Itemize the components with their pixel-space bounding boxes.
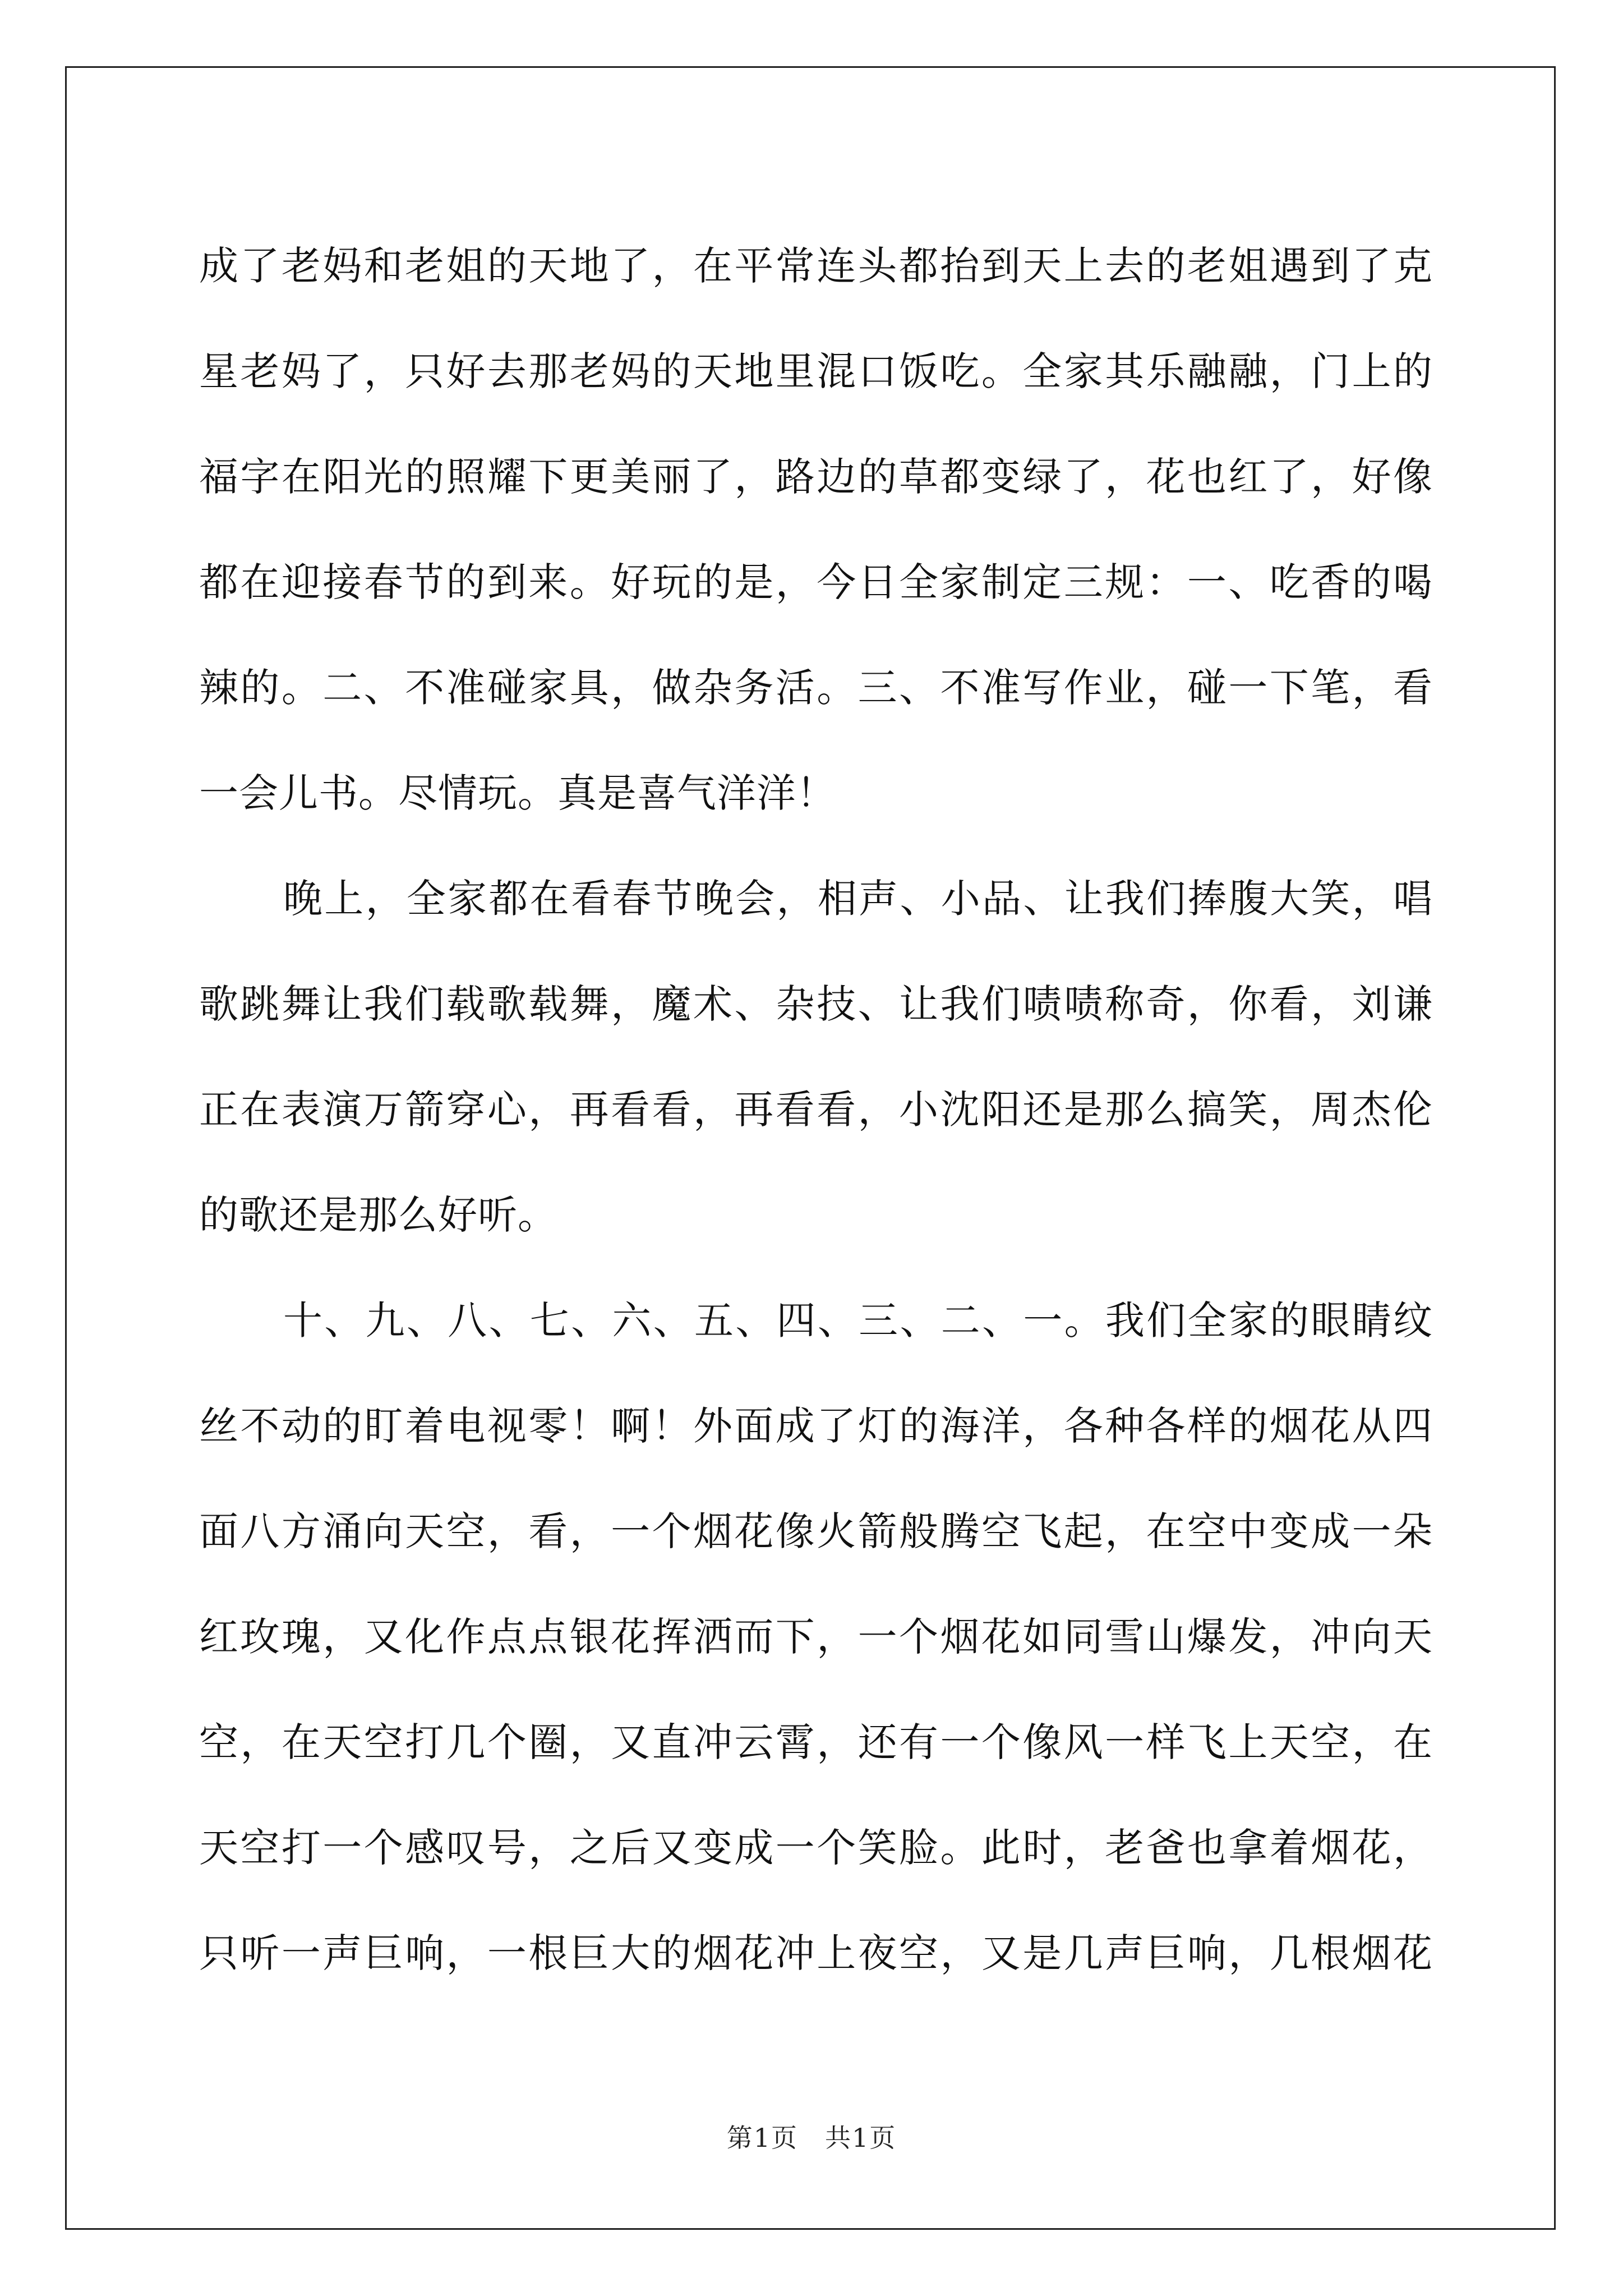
text-line: 只听一声巨响，一根巨大的烟花冲上夜空，又是几声巨响，几根烟花	[199, 1930, 1433, 1976]
text-line: 都在迎接春节的到来。好玩的是，今日全家制定三规：一、吃香的喝	[199, 559, 1433, 605]
text-line: 星老妈了，只好去那老妈的天地里混口饭吃。全家其乐融融，门上的	[199, 348, 1433, 394]
text-line: 福字在阳光的照耀下更美丽了，路边的草都变绿了，花也红了，好像	[199, 454, 1433, 500]
text-line: 成了老妈和老姐的天地了，在平常连头都抬到天上去的老姐遇到了克	[199, 243, 1433, 289]
text-line: 辣的。二、不准碰家具，做杂务活。三、不准写作业，碰一下笔，看	[199, 665, 1433, 711]
text-line: 十、九、八、七、六、五、四、三、二、一。我们全家的眼睛纹	[283, 1297, 1433, 1343]
text-line: 的歌还是那么好听。	[199, 1192, 557, 1238]
text-line: 红玫瑰，又化作点点银花挥洒而下，一个烟花如同雪山爆发，冲向天	[199, 1614, 1433, 1660]
text-line: 一会儿书。尽情玩。真是喜气洋洋！	[199, 770, 836, 816]
text-line: 晚上，全家都在看春节晚会，相声、小品、让我们捧腹大笑，唱	[283, 876, 1433, 922]
paragraph-2	[199, 846, 1433, 1268]
paragraph-3	[199, 1268, 1433, 2006]
paragraph-1	[199, 213, 1433, 846]
text-line: 面八方涌向天空，看，一个烟花像火箭般腾空飞起，在空中变成一朵	[199, 1508, 1433, 1554]
text-line: 天空打一个感叹号，之后又变成一个笑脸。此时，老爸也拿着烟花，	[199, 1825, 1433, 1871]
page-footer: 第1页 共1页	[726, 2123, 897, 2153]
text-line: 空，在天空打几个圈，又直冲云霄，还有一个像风一样飞上天空，在	[199, 1719, 1433, 1765]
text-line: 丝不动的盯着电视零！啊！外面成了灯的海洋，各种各样的烟花从四	[199, 1403, 1433, 1449]
document-body	[199, 213, 1433, 2006]
text-line: 歌跳舞让我们载歌载舞，魔术、杂技、让我们啧啧称奇，你看，刘谦	[199, 981, 1433, 1027]
text-line: 正在表演万箭穿心，再看看，再看看，小沈阳还是那么搞笑，周杰伦	[199, 1087, 1433, 1133]
